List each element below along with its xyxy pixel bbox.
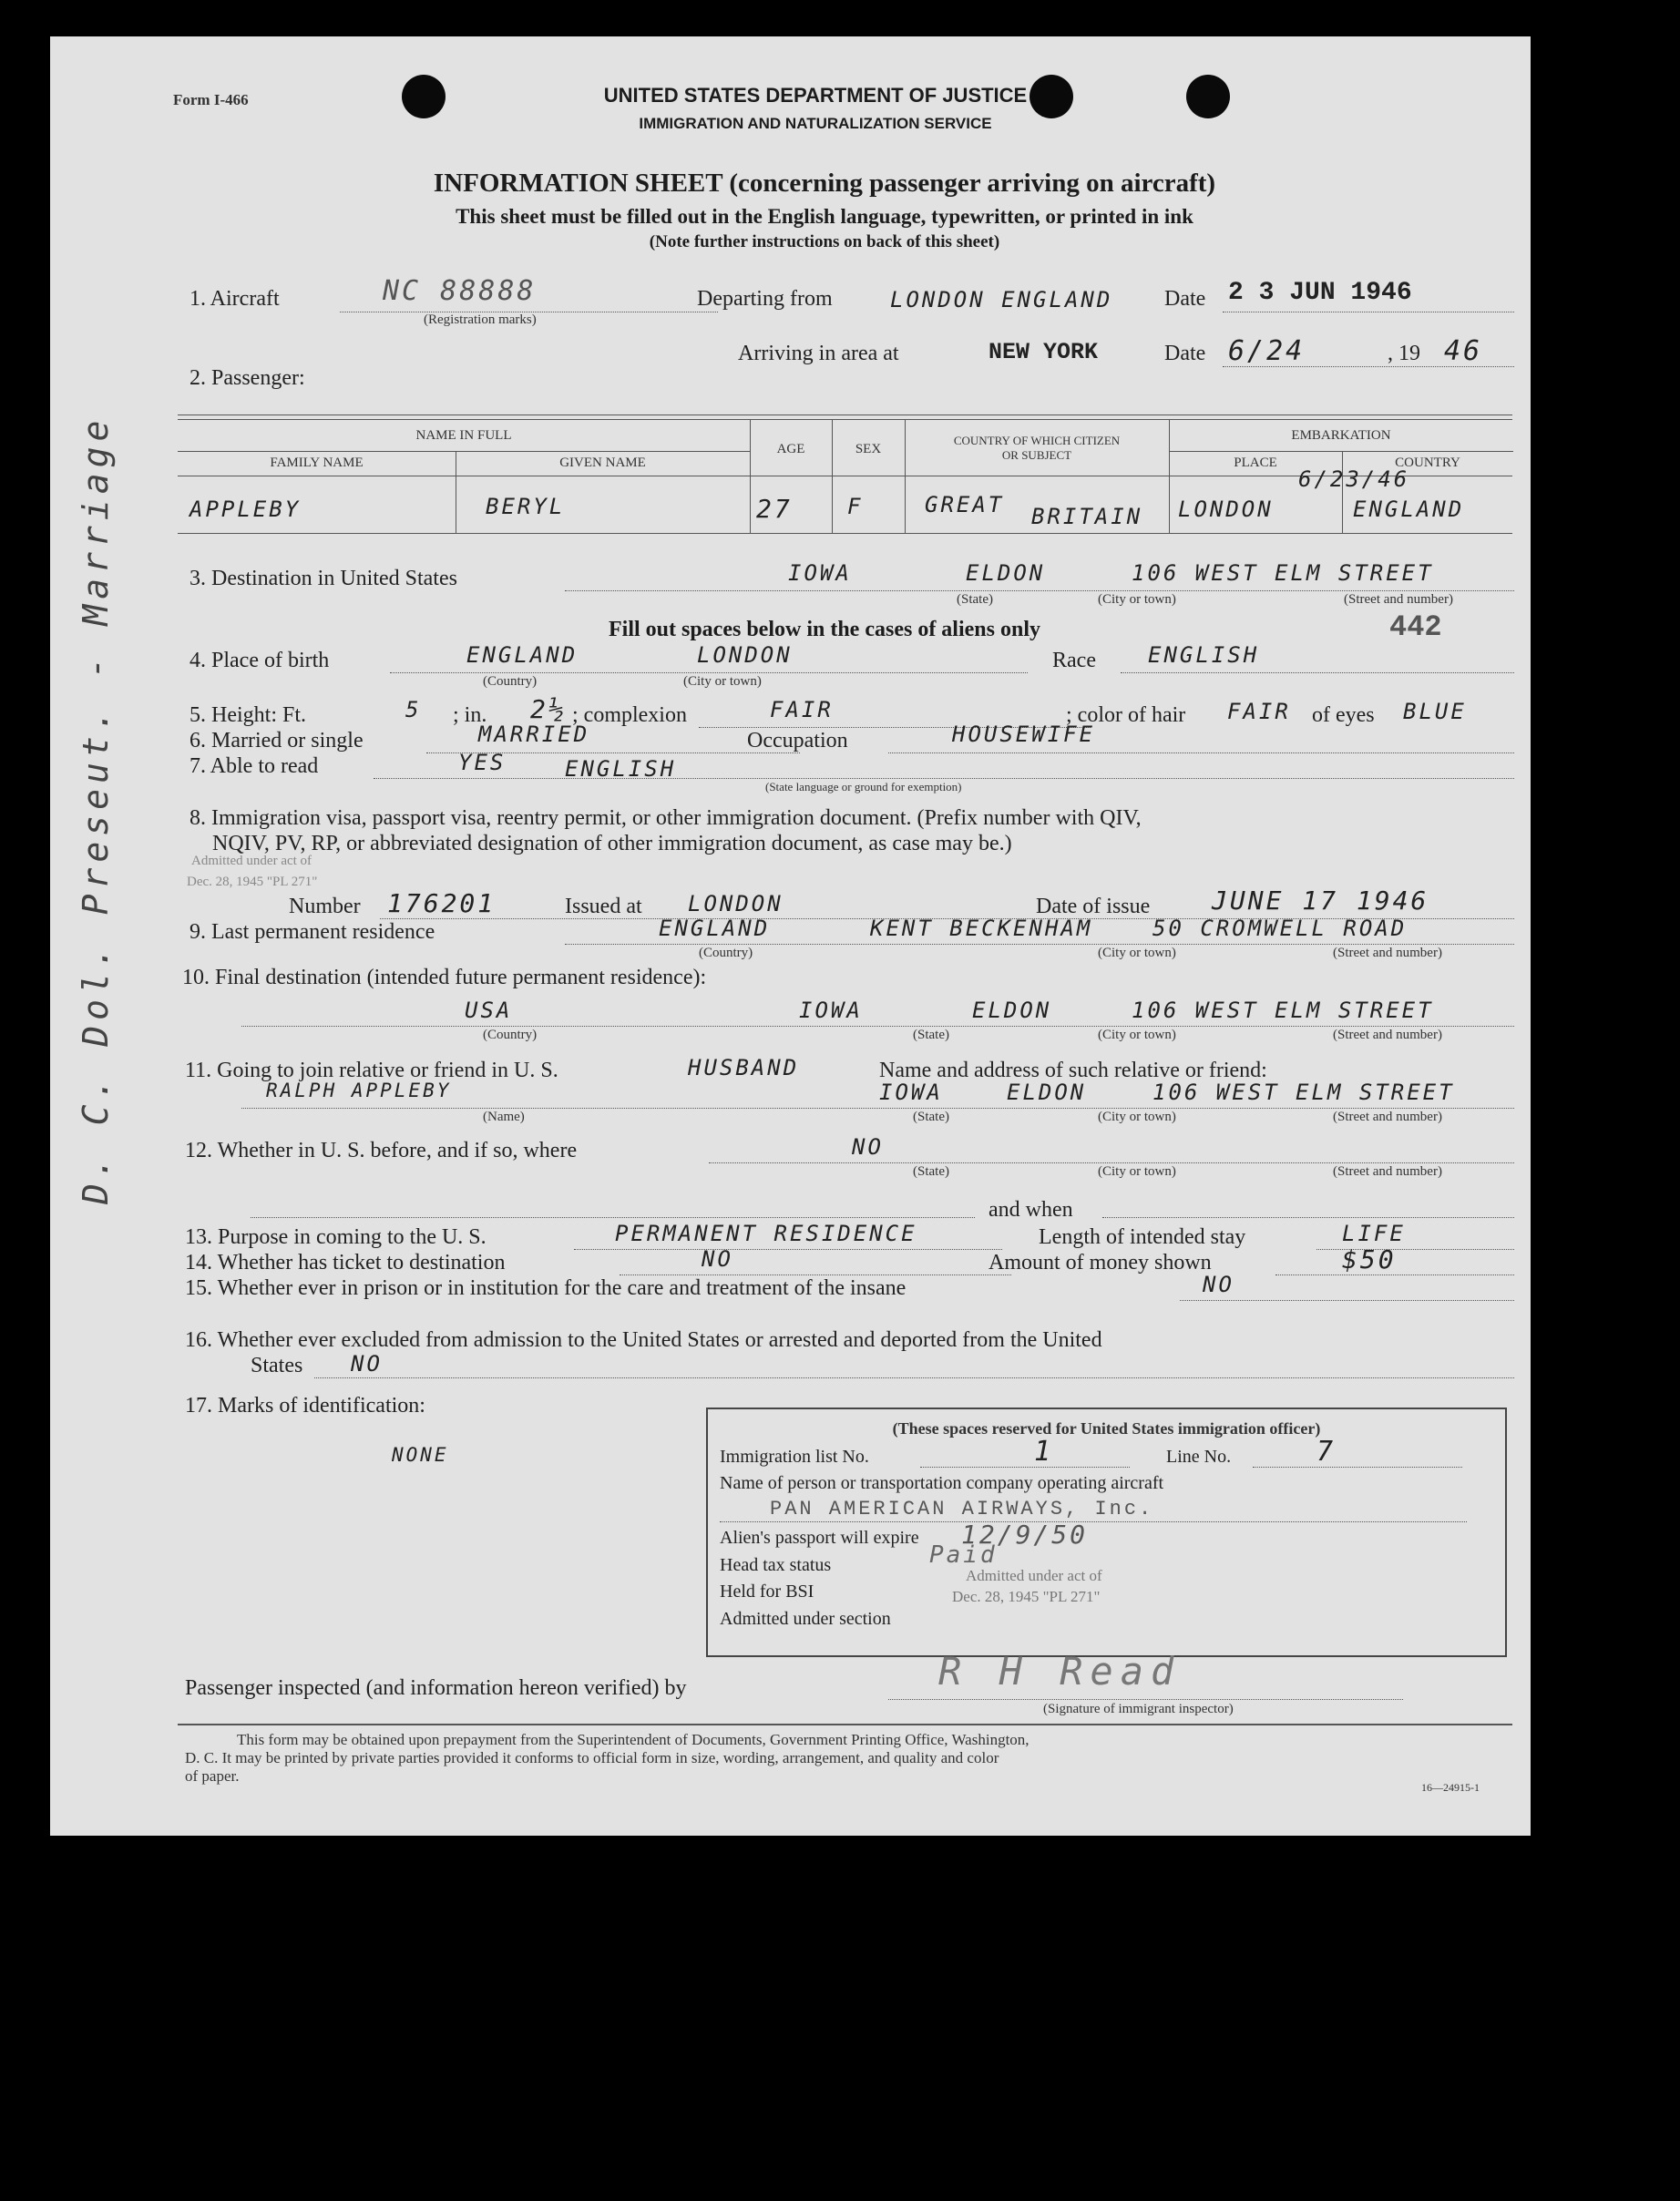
- birth-label: 4. Place of birth: [190, 649, 330, 672]
- aircraft-value: NC 88888: [383, 275, 537, 307]
- departing-label: Departing from: [697, 287, 833, 311]
- arrival-date: 6/24: [1228, 335, 1306, 367]
- instructions-note: (Note further instructions on back of this sheet): [649, 232, 1000, 251]
- height-ft: 5: [405, 697, 422, 722]
- punch-hole: [402, 75, 446, 118]
- page-title: INFORMATION SHEET (concerning passenger arriving on aircraft): [433, 169, 1216, 198]
- admitted-stamp-box: Admitted under act of: [966, 1567, 1102, 1584]
- dest-street: 106 WEST ELM STREET: [1132, 560, 1434, 586]
- admitted-stamp: Admitted under act of: [191, 854, 312, 868]
- passenger-label: 2. Passenger:: [190, 366, 305, 390]
- embark-country: ENGLAND: [1353, 497, 1465, 522]
- citizen-country-1: GREAT: [925, 492, 1005, 517]
- document-label-2: NQIV, PV, RP, or abbreviated designation of other immigration document, as case may be.): [212, 832, 1012, 855]
- relative-city: ELDON: [1007, 1080, 1087, 1105]
- issue-date: JUNE 17 1946: [1212, 886, 1429, 916]
- embark-place: LONDON: [1178, 497, 1274, 522]
- given-name: BERYL: [486, 494, 566, 519]
- read-language: ENGLISH: [565, 756, 677, 782]
- purpose-label: 13. Purpose in coming to the U. S.: [185, 1225, 487, 1249]
- instructions: This sheet must be filled out in the English language, typewritten, or printed in ink: [456, 205, 1193, 228]
- read-value: YES: [458, 750, 507, 775]
- joining-relation: HUSBAND: [688, 1055, 800, 1080]
- form-number: Form I-466: [173, 91, 249, 108]
- destination-label: 3. Destination in United States: [190, 567, 457, 590]
- hair-color: FAIR: [1227, 699, 1291, 724]
- excluded-value: NO: [351, 1351, 383, 1377]
- joining-label: 11. Going to join relative or friend in U. S.: [185, 1059, 558, 1082]
- departing-value: LONDON ENGLAND: [890, 287, 1113, 312]
- arrival-year: 46: [1444, 335, 1483, 367]
- complexion: FAIR: [770, 697, 834, 722]
- list-number: 1: [1034, 1436, 1054, 1468]
- relative-name: RALPH APPLEBY: [266, 1080, 452, 1101]
- last-residence-label: 9. Last permanent residence: [190, 920, 435, 944]
- marital-status: MARRIED: [478, 722, 590, 747]
- document-number: 176201: [387, 888, 497, 918]
- height-in: 2½: [530, 694, 567, 724]
- occupation: HOUSEWIFE: [952, 722, 1096, 747]
- stamp-number: 442: [1389, 610, 1442, 644]
- eye-color: BLUE: [1403, 699, 1467, 724]
- prison-label: 15. Whether ever in prison or in institution for the care and treatment of the insane: [185, 1276, 907, 1300]
- before-value: NO: [852, 1134, 884, 1160]
- last-res-country: ENGLAND: [659, 916, 771, 941]
- marks-value: NONE: [392, 1444, 449, 1466]
- race-label: Race: [1052, 649, 1096, 672]
- money-shown: $50: [1342, 1244, 1397, 1275]
- inspected-label: Passenger inspected (and information hereon verified) by: [185, 1676, 687, 1700]
- arriving-label: Arriving in area at: [738, 342, 899, 365]
- final-city: ELDON: [972, 998, 1052, 1023]
- marks-label: 17. Marks of identification:: [185, 1394, 425, 1418]
- ticket-value: NO: [702, 1246, 733, 1272]
- embark-date: 6/23/46: [1298, 466, 1410, 492]
- punch-hole: [1186, 75, 1230, 118]
- prison-value: NO: [1203, 1272, 1234, 1297]
- date-label: Date: [1164, 287, 1206, 311]
- inspector-signature: R H Read: [938, 1649, 1182, 1694]
- ticket-label: 14. Whether has ticket to destination: [185, 1251, 506, 1275]
- relative-street: 106 WEST ELM STREET: [1152, 1080, 1455, 1105]
- before-label: 12. Whether in U. S. before, and if so, where: [185, 1139, 578, 1162]
- aliens-heading: Fill out spaces below in the cases of aliens only: [608, 618, 1040, 641]
- stay-length: LIFE: [1342, 1221, 1406, 1246]
- dest-state: IOWA: [788, 560, 852, 586]
- birth-country: ENGLAND: [466, 642, 579, 668]
- arriving-value: NEW YORK: [989, 339, 1099, 365]
- service: IMMIGRATION AND NATURALIZATION SERVICE: [639, 115, 992, 132]
- last-res-street: 50 CROMWELL ROAD: [1152, 916, 1408, 941]
- race: ENGLISH: [1148, 642, 1260, 668]
- excluded-label-1: 16. Whether ever excluded from admission to the United States or arrested and deported from the United: [185, 1328, 1102, 1352]
- citizen-country-2: BRITAIN: [1031, 504, 1143, 529]
- footer-line-1: This form may be obtained upon prepayment from the Superintendent of Documents, Government Printing Office, Washington,: [237, 1731, 1030, 1748]
- birth-city: LONDON: [697, 642, 793, 668]
- relative-state: IOWA: [879, 1080, 943, 1105]
- final-dest-label: 10. Final destination (intended future permanent residence):: [182, 966, 707, 989]
- operator-name: PAN AMERICAN AIRWAYS, Inc.: [770, 1498, 1154, 1520]
- age: 27: [756, 494, 793, 524]
- last-res-city: KENT BECKENHAM: [870, 916, 1093, 941]
- passport-expiry: 12/9/50: [961, 1520, 1089, 1550]
- height-label: 5. Height: Ft.: [190, 703, 307, 727]
- department: UNITED STATES DEPARTMENT OF JUSTICE: [603, 84, 1028, 107]
- final-street: 106 WEST ELM STREET: [1132, 998, 1434, 1023]
- sex: F: [847, 494, 864, 519]
- read-label: 7. Able to read: [190, 754, 319, 778]
- issued-at: LONDON: [688, 891, 784, 916]
- arrival-date-label: Date: [1164, 342, 1206, 365]
- departure-date: 2 3 JUN 1946: [1228, 279, 1412, 307]
- marital-label: 6. Married or single: [190, 729, 364, 752]
- final-state: IOWA: [799, 998, 863, 1023]
- margin-note: D. C. Dol. Preseut. - Marriage: [76, 415, 116, 1204]
- line-number: 7: [1316, 1436, 1337, 1468]
- form-sheet: D. C. Dol. Preseut. - Marriage Form I-466 UNITED STATES DEPARTMENT OF JUSTICE IMMIGRATION AND NATURALIZATION SERVICE INFORMATION SHEET (concerning passenger arriving on aircraft) This sheet must be filled out in the English language, typewritten, or printed in ink (Note further instructions on back of this sheet) 1. Aircraft NC 88888 (Registration marks) Departing from LONDON ENGLAND Date 2 3 JUN 1946 Arriving in area at NEW YORK Date 6/24 , 19 46 2. Passenger: NAME IN FULL FAMILY NAME GIVEN NAME AGE SEX COUNTRY OF WHICH CITIZEN OR SUBJECT EMBARKATION PLACE COUNTRY APPLEBY BERYL 27 F GREAT BRITAIN LONDON 6/23/46 ENGLAND 3. Destination in United States IOWA ELDON 106 WEST ELM STREET (State) (City or town) (Street and number) 442 Fill out spaces below in the cases of aliens only 4. Place of birth ENGLAND LONDON (Country) (City or town) Race ENGLISH 5. Height: Ft. 5 ; in. 2½ ; complexion FAIR ; color of hair FAIR of eyes BLUE 6. Married or single MARRIED Occupation HOUSEWIFE 7. Able to read YES ENGLISH (State language or ground for exemption) 8. Immigration visa, passport visa, reentry permit, or other immigration document. (Prefix number with QIV, NQIV, PV, RP, or abbreviated designation of other immigration document, as case may be.) Admitted under act of Dec. 28, 1945 "PL 271" Number 176201 Issued at LONDON Date of issue JUNE 17 1946 9. Last permanent residence ENGLAND KENT BECKENHAM 50 CROMWELL ROAD (Country) (City or town) (Street and number) 10. Final destination (intended future permanent residence): USA IOWA ELDON 106 WEST ELM STREET (Country) (State) (City or town) (Street and number) 11. Going to join relative or friend in U. S. HUSBAND Name and address of such relative or friend: RALPH APPLEBY IOWA ELDON 106 WEST ELM STREET (Name) (State) (City or town) (Street and number) 12. Whether in U. S. before, and if so, where NO (State) (City or town) (Street and number) and when 13. Purpose in coming to the U. S. PERMANENT RESIDENCE Length of intended stay LIFE 14. Whether has ticket to destination NO Amount of money shown $50 15. Whether ever in prison or in institution for the care and treatment of the insane NO 16. Whether ever excluded from admission to the United States or arrested and deported from the United States NO 17. Marks of identification: NONE (These spaces reserved for United States immigration officer) Immigration list No. 1 Line No. 7 Name of person or transportation company operating aircraft PAN AMERICAN AIRWAYS, Inc. Alien's passport will expire 12/9/50 Head tax status Paid Held for BSI Admitted under section Admitted under act of Dec. 28, 1945 "PL 271" Passenger inspected (and information hereon verified) by R H Read (Signature of immigrant inspector) This form may be obtained upon prepayment from the Superintendent of Documents, Government Printing Office, Washington, D. C. It may be printed by private parties provided it conforms to official form in size, wording, arrangement, and quality and color of paper. 16—24915-1: [50, 36, 1531, 1836]
- final-country: USA: [465, 998, 513, 1023]
- head-tax-status: Paid: [929, 1541, 998, 1569]
- dest-city: ELDON: [966, 560, 1046, 586]
- purpose-value: PERMANENT RESIDENCE: [615, 1221, 917, 1246]
- form-code: 16—24915-1: [1421, 1781, 1480, 1794]
- document-label-1: 8. Immigration visa, passport visa, reentry permit, or other immigration document. (Prefix number with QIV,: [190, 806, 1142, 830]
- aircraft-label: 1. Aircraft: [190, 287, 280, 311]
- family-name: APPLEBY: [190, 497, 302, 522]
